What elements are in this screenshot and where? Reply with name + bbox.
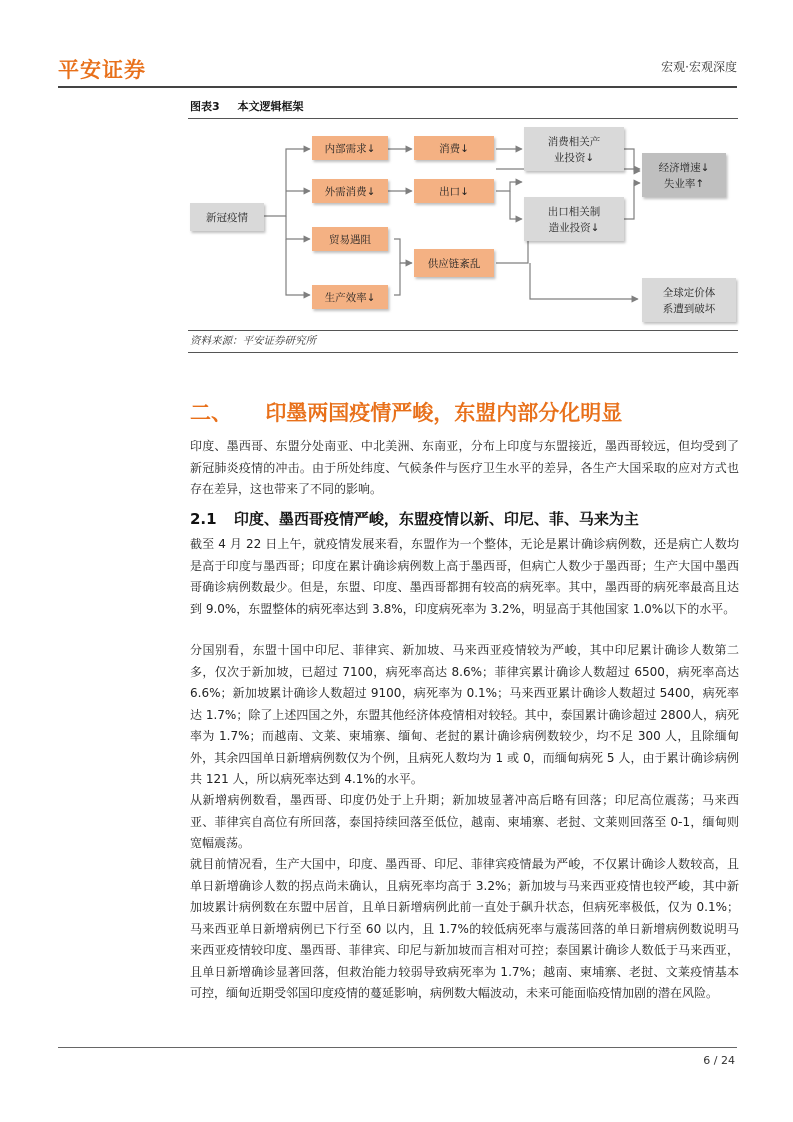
node-supply-chain-label: 供应链紊乱 xyxy=(427,258,481,270)
node-consumer-investment xyxy=(524,127,624,171)
node-export-investment xyxy=(524,197,624,241)
source-rule xyxy=(188,352,738,353)
subsection-number: 2.1 xyxy=(190,510,217,528)
body-paragraph-4: 就目前情况看，生产大国中，印度、墨西哥、印尼、菲律宾疫情最为严峻，不仅累计确诊人数较高，且单日新增确诊人数的拐点尚未确认，且病死率均高于 3.2%；新加坡与马来西亚疫情也较严峻，其中新加坡累计病例数在东盟中居首，且单日新增病例此前一直处于飙升状态，但病死率极低，仅为 0.1%；马来西亚单日新增病例已下行至 60 以内，且 1.7%的较低病死率与震荡回落的单日新增病例数说明马来西亚疫情较印度、墨西哥、菲律宾、印尼与新加坡而言相对可控；泰国累计确诊人数低于马来西亚，且单日新增确诊显著回落，但救治能力较弱导致病死率为 1.7%；越南、柬埔寨、老挝、文莱疫情基本可控，缅甸近期受邻国印度疫情的蔓延影响，病例数大幅波动，未来可能面临疫情加剧的潜在风险。 xyxy=(190,857,739,1000)
report-category: 宏观·宏观深度 xyxy=(661,60,737,74)
node-export-label: 出口↓ xyxy=(439,186,469,198)
subsection-heading xyxy=(190,508,639,529)
intro-paragraph: 印度、墨西哥、东盟分处南亚、中北美洲、东南亚，分布上印度与东盟接近，墨西哥较远，但均受到了新冠肺炎疫情的冲击。由于所处纬度、气候条件与医疗卫生水平的差异，各生产大国采取的应对方式也存在差异，这也带来了不同的影响。 xyxy=(190,439,739,496)
node-domestic-demand-label: 内部需求↓ xyxy=(324,143,376,155)
node-unemployment-label: 失业率↑ xyxy=(663,178,705,190)
node-consumer-investment-label-1: 消费相关产 xyxy=(547,136,601,148)
figure-source: 资料来源：平安证券研究所 xyxy=(190,335,316,347)
node-global-pricing-label-1: 全球定价体 xyxy=(662,287,716,299)
page-number: 6 / 24 xyxy=(703,1054,735,1067)
figure-bottom-rule xyxy=(188,330,738,331)
node-global-pricing-label-2: 系遭到破坏 xyxy=(662,303,716,315)
node-trade-blocked-label: 贸易遇阻 xyxy=(329,234,371,246)
body-paragraph-1: 截至 4 月 22 日上午，就疫情发展来看，东盟作为一个整体，无论是累计确诊病例数，还是病亡人数均是高于印度与墨西哥；印度在累计确诊病例数上高于墨西哥，但病亡人数少于墨西哥；生产大国中墨西哥确诊病例数最少。但是，东盟、印度、墨西哥都拥有较高的病死率。其中，墨西哥的病死率最高且达到 9.0%，东盟整体的病死率达到 3.8%，印度病死率为 3.2%，明显高于其他国家 1.0%以下的水平。 xyxy=(190,537,739,616)
node-global-pricing xyxy=(642,278,736,322)
node-covid-label: 新冠疫情 xyxy=(206,212,248,224)
node-export-investment-label-1: 出口相关制 xyxy=(547,206,601,218)
node-consumer-investment-label-2: 业投资↓ xyxy=(553,152,595,164)
node-export-investment-label-2: 造业投资↓ xyxy=(548,222,600,234)
figure-number: 图表3 xyxy=(190,100,220,113)
body-paragraph-2: 分国别看，东盟十国中印尼、菲律宾、新加坡、马来西亚疫情较为严峻，其中印尼累计确诊人数第二多，仅次于新加坡，已超过 7100，病死率高达 8.6%；菲律宾累计确诊人数超过 6500，病死率高达 6.6%；新加坡累计确诊人数超过 9100，病死率为 0.1%；马来西亚累计确诊人数超过 5400，病死率达 1.7%；除了上述四国之外，东盟其他经济体疫情相对较轻。其中，泰国累计确诊超过 2800人，病死率为 1.7%；而越南、文莱、柬埔寨、缅甸、老挝的累计确诊病例数较少，均不足 300 人，且除缅甸外，其余四国单日新增病例数仅为个例，且病死人数均为 1 或 0，而缅甸病死 5 人，由于累计确诊病例共 121 人，所以病死率达到 4.1%的水平。 xyxy=(190,643,739,786)
body-paragraph-3: 从新增病例数看，墨西哥、印度仍处于上升期；新加坡显著冲高后略有回落；印尼高位震荡；马来西亚、菲律宾自高位有所回落，泰国持续回落至低位，越南、柬埔寨、老挝、文莱则回落至 0-1，缅甸则宽幅震荡。 xyxy=(190,793,739,850)
figure-title: 本文逻辑框架 xyxy=(237,100,304,113)
header-divider xyxy=(58,86,737,88)
node-consumption-label: 消费↓ xyxy=(439,143,469,155)
node-growth-label: 经济增速↓ xyxy=(658,162,710,174)
figure-caption xyxy=(190,98,304,114)
node-productivity-label: 生产效率↓ xyxy=(324,292,376,304)
figure-top-rule xyxy=(188,118,738,119)
node-growth-unemployment xyxy=(642,153,726,197)
section-heading xyxy=(190,397,622,427)
logic-framework-diagram xyxy=(188,123,740,328)
subsection-title: 印度、墨西哥疫情严峻，东盟疫情以新、印尼、菲、马来为主 xyxy=(233,510,639,528)
brand-logo: 平安证券 xyxy=(58,58,146,82)
node-external-demand-label: 外需消费↓ xyxy=(324,186,376,198)
footer-divider xyxy=(58,1047,737,1048)
section-title: 印墨两国疫情严峻，东盟内部分化明显 xyxy=(265,401,623,425)
section-number: 二、 xyxy=(190,401,232,425)
